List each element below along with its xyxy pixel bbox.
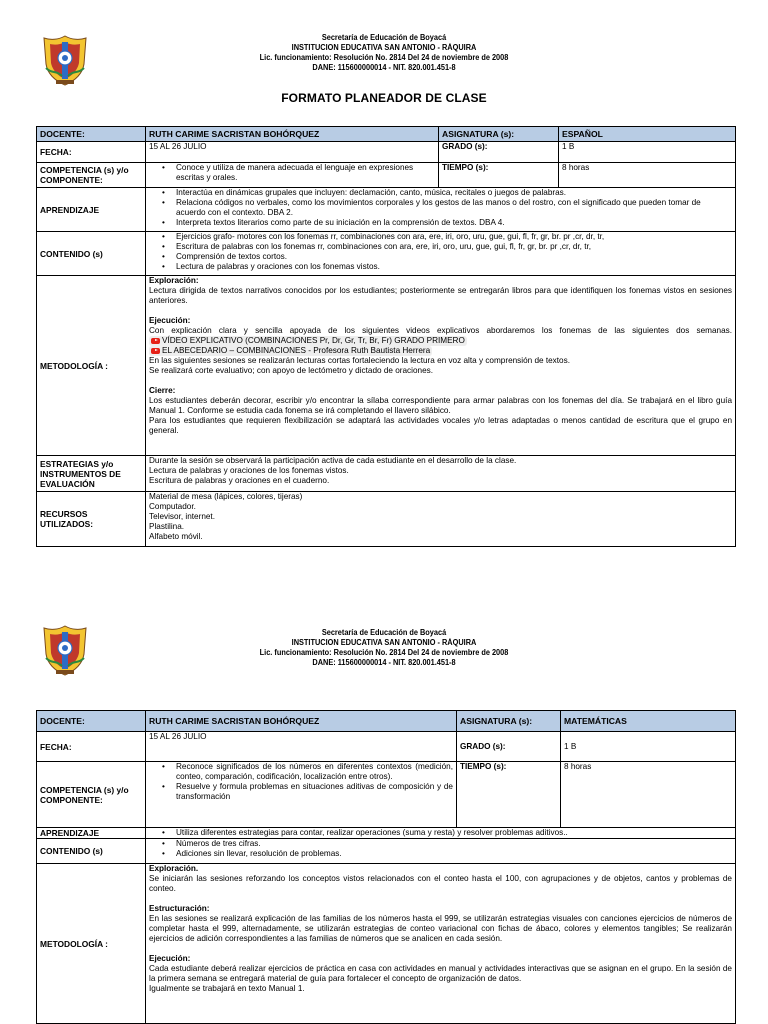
exploracion-title: Exploración: — [149, 276, 199, 285]
fecha-label: FECHA: — [37, 142, 146, 163]
competencia-label: COMPETENCIA (s) y/o COMPONENTE: — [37, 163, 146, 188]
aprendizaje-item: • Interpreta textos literarios como parte de su iniciación en la comprensión de textos. DBA 4. — [176, 218, 732, 228]
cierre-title: Cierre: — [149, 386, 176, 395]
tiempo-value: 8 horas — [559, 163, 736, 188]
youtube-icon — [151, 338, 160, 344]
estrategias-label: ESTRATEGIAS y/o INSTRUMENTOS DE EVALUACIÓN — [37, 456, 146, 492]
competencia-item: • Reconoce significados de los números en diferentes contextos (medición, conteo, comparación, codificación, localización entre otros). — [176, 762, 453, 782]
estructuracion-text: En las sesiones se realizará explicación de las familias de los números hasta el 999, se utilizarán estrategias visuales con canciones ejercicios de números de completar hasta el 999, alternadamente, se utilizarán estrategias de conteo variacional con fichas de ábaco, colores y elementos tangibles; Se realizarán ejercicios de adición correspondientes a las familias de números que se analicen en cada sesión. — [149, 914, 732, 943]
form-title: FORMATO PLANEADOR DE CLASE — [281, 91, 487, 105]
recurso-item: Material de mesa (lápices, colores, tijeras) — [149, 492, 303, 501]
ejecucion-text-2: Igualmente se trabajará en texto Manual 1. — [149, 984, 305, 993]
recursos-label: RECURSOS UTILIZADOS: — [37, 492, 146, 547]
header-line-4: DANE: 115600000014 - NIT. 820.001.451-8 — [312, 658, 456, 667]
grado-value: 1 B — [559, 142, 736, 163]
contenido-item: • Lectura de palabras y oraciones con los fonemas vistos. — [176, 262, 732, 272]
header-line-4: DANE: 115600000014 - NIT. 820.001.451-8 — [312, 63, 456, 72]
exploracion-title: Exploración. — [149, 864, 199, 873]
header-line-2: INSTITUCION EDUCATIVA SAN ANTONIO - RÁQUIRA — [291, 43, 477, 52]
recurso-item: Computador. — [149, 502, 196, 511]
ejecucion-text: Cada estudiante deberá realizar ejercicios de práctica en casa con actividades en manual y actividades interactivas que se asignan en el grupo. En la sesión de la primera semana se entregará material de guía para fortalecer el concepto de organización de datos. — [149, 964, 732, 983]
contenido-label: CONTENIDO (s) — [37, 232, 146, 276]
docente-value: RUTH CARIME SACRISTAN BOHÓRQUEZ — [146, 127, 439, 142]
youtube-icon — [151, 348, 160, 354]
ejecucion-text-2: En las siguientes sesiones se realizarán lecturas cortas fortaleciendo la lectura en voz alta y comprensión de textos. — [149, 356, 570, 365]
docente-label: DOCENTE: — [37, 711, 146, 732]
contenido-cell — [146, 839, 736, 864]
fecha-value: 15 AL 26 JULIO — [146, 142, 439, 163]
aprendizaje-item: • Interactúa en dinámicas grupales que incluyen: declamación, canto, música, recitales o juegos de palabras. — [176, 188, 732, 198]
video-link-1-label: VÍDEO EXPLICATIVO (COMBINACIONES Pr, Dr, Gr, Tr, Br, Fr) GRADO PRIMERO — [162, 336, 465, 345]
tiempo-label: TIEMPO (s): — [457, 762, 561, 828]
asignatura-value: ESPAÑOL — [559, 127, 736, 142]
ejecucion-text: Con explicación clara y sencilla apoyada de los siguientes videos explicativos abordaremos los fonemas de las siguientes dos semanas. — [149, 326, 732, 335]
estructuracion-title: Estructuración: — [149, 904, 210, 913]
estrategia-item: Escritura de palabras y oraciones en el cuaderno. — [149, 476, 330, 485]
aprendizaje-label: APRENDIZAJE — [37, 188, 146, 232]
contenido-item: • Números de tres cifras. — [176, 839, 732, 849]
competencia-item: • Resuelve y formula problemas en situaciones aditivas de composición y de transformación — [176, 782, 453, 802]
contenido-label: CONTENIDO (s) — [37, 839, 146, 864]
contenido-item: • Comprensión de textos cortos. — [176, 252, 732, 262]
cierre-text: Los estudiantes deberán decorar, escribir y/o encontrar la sílaba correspondiente para armar palabras con los fonemas del día. Se trabajará en el libro guía Manual 1. Conforme se estudia cada fonema se irá completando el llavero silábico. — [149, 396, 732, 415]
recurso-item: Televisor, internet. — [149, 512, 215, 521]
contenido-item: • Adiciones sin llevar, resolución de problemas. — [176, 849, 732, 859]
tiempo-label: TIEMPO (s): — [439, 163, 559, 188]
exploracion-text: Se iniciarán las sesiones reforzando los conceptos vistos relacionados con el conteo hasta el 100, con agrupaciones y de objetos, cantos y problemas de conteo. — [149, 874, 732, 893]
exploracion-text: Lectura dirigida de textos narrativos conocidos por los estudiantes; posteriormente se entregarán libros para que identifiquen los fonemas vistos en sesiones anteriores. — [149, 286, 732, 305]
aprendizaje-cell — [146, 188, 736, 232]
lesson-plan-table-1 — [36, 126, 736, 547]
competencia-cell — [146, 163, 439, 188]
ejecucion-title: Ejecución: — [149, 316, 191, 325]
competencia-cell — [146, 762, 457, 828]
estrategias-cell — [146, 456, 736, 492]
asignatura-label: ASIGNATURA (s): — [457, 711, 561, 732]
institution-header — [0, 628, 768, 668]
header-line-2: INSTITUCION EDUCATIVA SAN ANTONIO - RÁQUIRA — [291, 638, 477, 647]
header-line-3: Lic. funcionamiento: Resolución No. 2814 Del 24 de noviembre de 2008 — [259, 53, 509, 62]
lesson-plan-table-2 — [36, 710, 736, 1024]
recurso-item: Plastilina. — [149, 522, 185, 531]
asignatura-label: ASIGNATURA (s): — [439, 127, 559, 142]
contenido-item: • Escritura de palabras con los fonemas rr, combinaciones con ara, ere, iri, oro, uru, gue, gui, fl, fr, gr, br. pr ,cr, dr, tr, — [176, 242, 732, 252]
tiempo-value: 8 horas — [561, 762, 736, 828]
aprendizaje-item: • Utiliza diferentes estrategias para contar, realizar operaciones (suma y resta) y resolver problemas aditivos.. — [176, 828, 732, 838]
metodologia-label: METODOLOGÍA : — [37, 864, 146, 1024]
video-link-2[interactable] — [149, 346, 432, 356]
contenido-cell — [146, 232, 736, 276]
asignatura-value: MATEMÁTICAS — [561, 711, 736, 732]
recurso-item: Alfabeto móvil. — [149, 532, 203, 541]
estrategia-item: Durante la sesión se observará la participación activa de cada estudiante en el desarrollo de la clase. — [149, 456, 517, 465]
header-line-3: Lic. funcionamiento: Resolución No. 2814 Del 24 de noviembre de 2008 — [259, 648, 509, 657]
estrategia-item: Lectura de palabras y oraciones de los fonemas vistos. — [149, 466, 349, 475]
metodologia-label: METODOLOGÍA : — [37, 276, 146, 456]
metodologia-cell — [146, 864, 736, 1024]
header-line-1: Secretaría de Educación de Boyacá — [321, 33, 447, 42]
grado-label: GRADO (s): — [439, 142, 559, 163]
grado-value: 1 B — [561, 732, 736, 762]
docente-label: DOCENTE: — [37, 127, 146, 142]
aprendizaje-cell — [146, 828, 736, 839]
video-link-1[interactable] — [149, 336, 467, 346]
institution-header — [0, 33, 768, 73]
header-line-1: Secretaría de Educación de Boyacá — [321, 628, 447, 637]
aprendizaje-item: • Relaciona códigos no verbales, como los movimientos corporales y los gestos de las manos o del rostro, con el significado que pueden tomar de acuerdo con el contexto. DBA 2. — [176, 198, 732, 218]
recursos-cell — [146, 492, 736, 547]
grado-label: GRADO (s): — [457, 732, 561, 762]
docente-value: RUTH CARIME SACRISTAN BOHÓRQUEZ — [146, 711, 457, 732]
video-link-2-label: EL ABECEDARIO – COMBINACIONES - Profesora Ruth Bautista Herrera — [162, 346, 431, 355]
ejecucion-text-3: Se realizará corte evaluativo; con apoyo de lectómetro y dictado de oraciones. — [149, 366, 433, 375]
aprendizaje-label: APRENDIZAJE — [37, 828, 146, 839]
fecha-label: FECHA: — [37, 732, 146, 762]
metodologia-cell — [146, 276, 736, 456]
competencia-item: • Conoce y utiliza de manera adecuada el lenguaje en expresiones escritas y orales. — [176, 163, 435, 183]
fecha-value: 15 AL 26 JULIO — [146, 732, 457, 762]
cierre-text-2: Para los estudiantes que requieren flexibilización se adaptará las actividades vocales y/o letras adaptadas o menos cantidad de escritura que el grupo en general. — [149, 416, 732, 435]
contenido-item: • Ejercicios grafo- motores con los fonemas rr, combinaciones con ara, ere, iri, oro, uru, gue, gui, fl, fr, gr, br. pr ,cr, dr, tr, — [176, 232, 732, 242]
ejecucion-title: Ejecución: — [149, 954, 191, 963]
competencia-label: COMPETENCIA (s) y/o COMPONENTE: — [37, 762, 146, 828]
